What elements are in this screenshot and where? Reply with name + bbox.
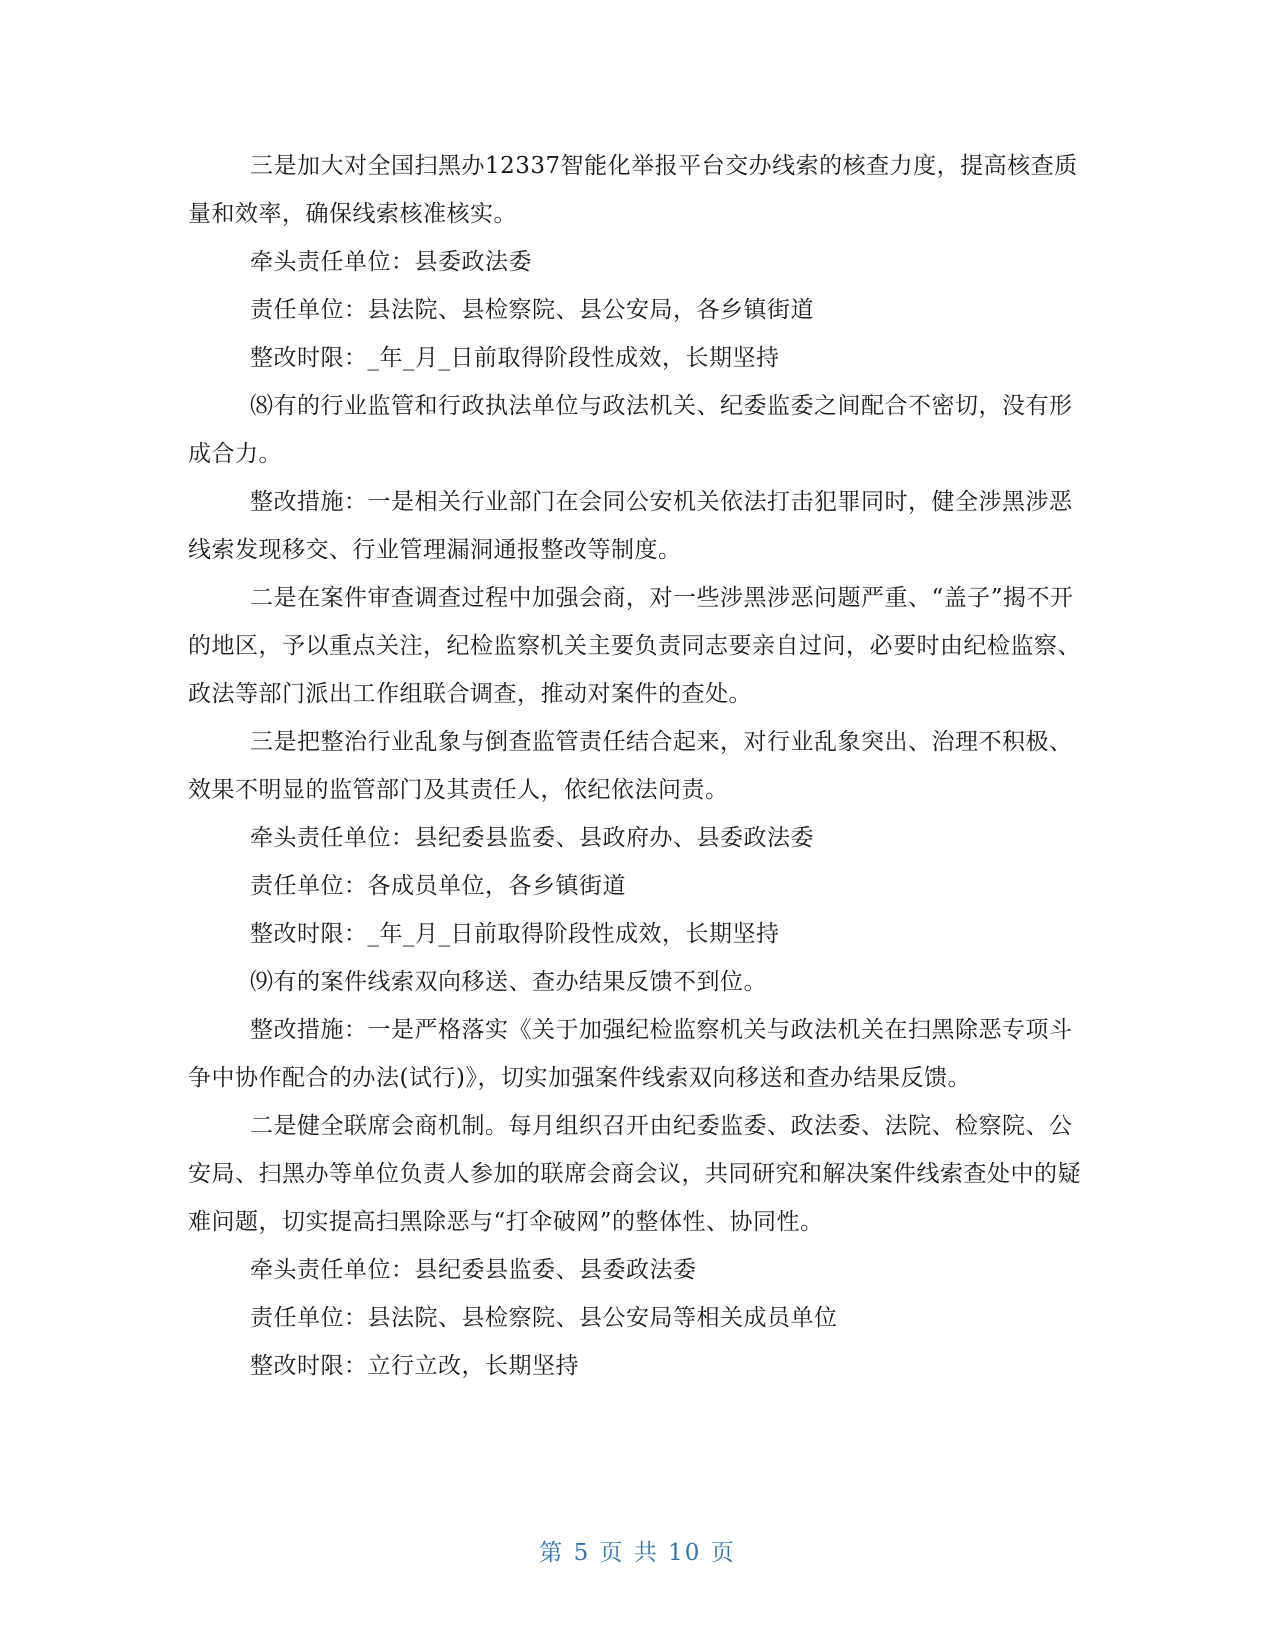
paragraph: 三是把整治行业乱象与倒查监管责任结合起来，对行业乱象突出、治理不积极、效果不明显的监管部门及其责任人，依纪依法问责。 [188, 729, 1073, 803]
paragraph: 整改措施：一是严格落实《关于加强纪检监察机关与政法机关在扫黑除恶专项斗争中协作配合的办法(试行)》，切实加强案件线索双向移送和查办结果反馈。 [188, 1017, 1073, 1091]
paragraph: 整改时限：_年_月_日前取得阶段性成效，长期坚持 [250, 921, 780, 947]
page-number-footer: 第 5 页 共 10 页 [539, 1540, 736, 1566]
paragraph: 牵头责任单位：县纪委县监委、县政府办、县委政法委 [250, 825, 814, 851]
paragraph: 整改时限：_年_月_日前取得阶段性成效，长期坚持 [250, 345, 780, 371]
paragraph: 牵头责任单位：县委政法委 [250, 249, 532, 275]
document-body [188, 142, 1088, 1390]
paragraph: 整改措施：一是相关行业部门在会同公安机关依法打击犯罪同时，健全涉黑涉恶线索发现移交、行业管理漏洞通报整改等制度。 [188, 489, 1073, 563]
paragraph: 责任单位：县法院、县检察院、县公安局，各乡镇街道 [250, 297, 814, 323]
paragraph: 整改时限：立行立改，长期坚持 [250, 1353, 579, 1379]
paragraph: 责任单位：各成员单位，各乡镇街道 [250, 873, 626, 899]
paragraph: 二是健全联席会商机制。每月组织召开由纪委监委、政法委、法院、检察院、公安局、扫黑办等单位负责人参加的联席会商会议，共同研究和解决案件线索查处中的疑难问题，切实提高扫黑除恶与“打伞破网”的整体性、协同性。 [188, 1113, 1081, 1235]
paragraph: 责任单位：县法院、县检察院、县公安局等相关成员单位 [250, 1305, 838, 1331]
paragraph: 牵头责任单位：县纪委县监委、县委政法委 [250, 1257, 697, 1283]
paragraph: ⑼有的案件线索双向移送、查办结果反馈不到位。 [250, 969, 767, 995]
paragraph: 三是加大对全国扫黑办12337智能化举报平台交办线索的核查力度，提高核查质量和效率，确保线索核准核实。 [188, 153, 1078, 227]
paragraph: ⑻有的行业监管和行政执法单位与政法机关、纪委监委之间配合不密切，没有形成合力。 [188, 393, 1073, 467]
paragraph: 二是在案件审查调查过程中加强会商，对一些涉黑涉恶问题严重、“盖子”揭不开的地区，予以重点关注，纪检监察机关主要负责同志要亲自过问，必要时由纪检监察、政法等部门派出工作组联合调查，推动对案件的查处。 [188, 585, 1081, 707]
